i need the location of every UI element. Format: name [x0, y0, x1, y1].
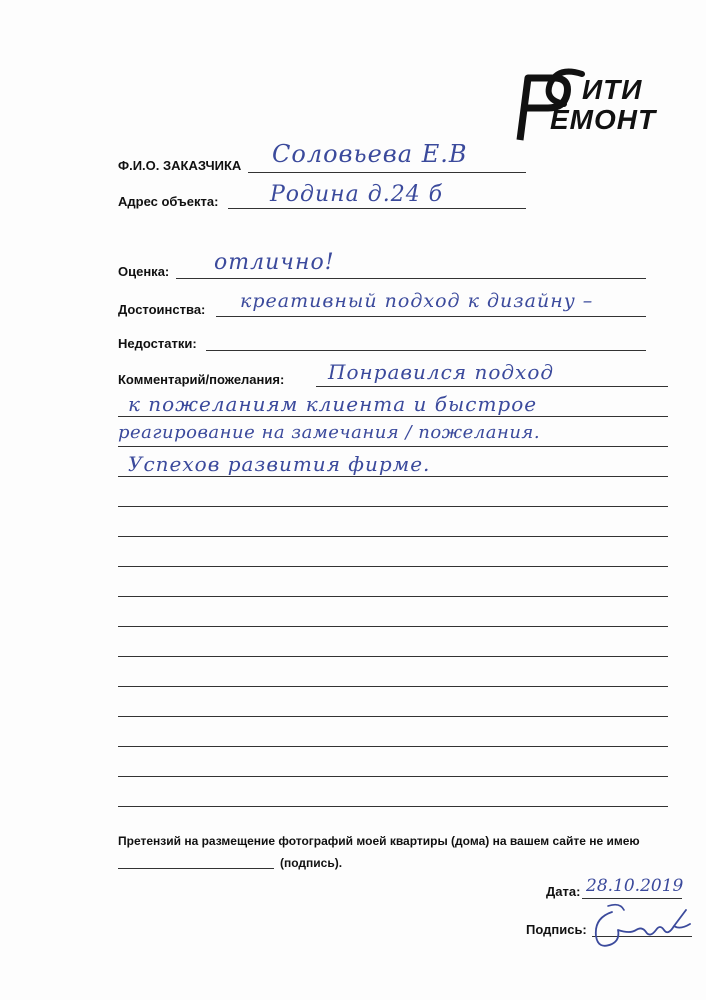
advantages-label: Достоинства:: [118, 302, 206, 317]
blank-rule: [118, 596, 668, 597]
blank-rule: [118, 536, 668, 537]
blank-rule: [118, 806, 668, 807]
signature-label: Подпись:: [526, 922, 587, 937]
date-rule: [582, 898, 682, 899]
blank-rule: [118, 686, 668, 687]
company-logo: [510, 60, 660, 150]
logo-text-bottom: ЕМОНТ: [550, 104, 657, 135]
address-value[interactable]: Родина д.24 б: [270, 182, 444, 207]
comments-line-4[interactable]: Успехов развития фирме.: [128, 452, 431, 476]
date-label: Дата:: [546, 884, 581, 899]
address-rule: [228, 208, 526, 209]
rating-value[interactable]: отлично!: [214, 250, 335, 275]
handwritten-signature-icon: [590, 900, 696, 958]
blank-rule: [118, 566, 668, 567]
comments-rule-1: [316, 386, 668, 387]
advantages-value[interactable]: креативный подход к дизайну –: [240, 290, 594, 312]
rating-label: Оценка:: [118, 264, 170, 279]
comments-line-3[interactable]: реагирование на замечания / пожелания.: [118, 422, 541, 443]
advantages-rule: [216, 316, 646, 317]
customer-name-value[interactable]: Соловьева Е.В: [272, 140, 468, 168]
logo-text-top: ИТИ: [582, 74, 643, 105]
blank-rule: [118, 776, 668, 777]
comments-label: Комментарий/пожелания:: [118, 372, 285, 387]
blank-rule: [118, 716, 668, 717]
photo-claims-text: Претензий на размещение фотографий моей квартиры (дома) на вашем сайте не имею: [118, 834, 640, 848]
blank-rule: [118, 746, 668, 747]
blank-rule: [118, 656, 668, 657]
customer-name-label: Ф.И.О. ЗАКАЗЧИКА: [118, 158, 242, 173]
customer-name-rule: [248, 172, 526, 173]
disadvantages-rule: [206, 350, 646, 351]
comments-rule-3: [118, 446, 668, 447]
comments-line-1[interactable]: Понравился подход: [328, 360, 555, 384]
comments-rule-2: [118, 416, 668, 417]
comments-line-2[interactable]: к пожеланиям клиента и быстрое: [128, 392, 538, 416]
disadvantages-label: Недостатки:: [118, 336, 197, 351]
blank-rule: [118, 626, 668, 627]
address-label: Адрес объекта:: [118, 194, 219, 209]
signature-line[interactable]: [118, 868, 274, 869]
rating-rule: [176, 278, 646, 279]
blank-rule: [118, 506, 668, 507]
comments-rule-4: [118, 476, 668, 477]
date-value[interactable]: 28.10.2019: [586, 876, 684, 896]
signature-hint: (подпись).: [280, 856, 343, 870]
